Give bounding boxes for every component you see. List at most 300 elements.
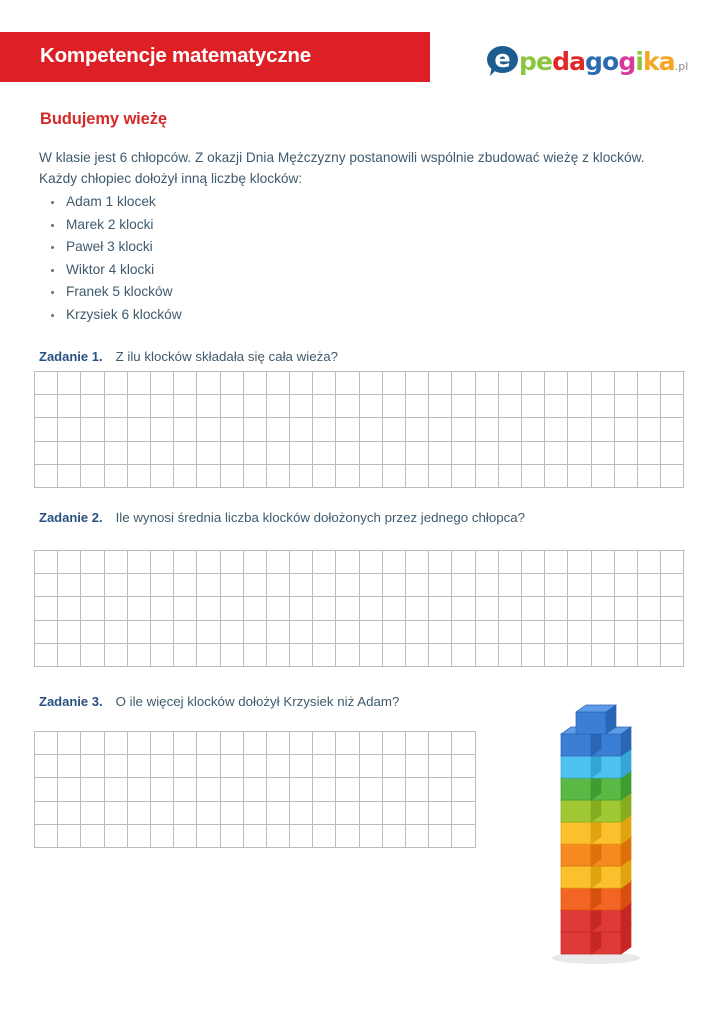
grid-cell[interactable] <box>221 418 244 441</box>
grid-cell[interactable] <box>81 551 104 574</box>
grid-cell[interactable] <box>58 442 81 465</box>
grid-cell[interactable] <box>522 621 545 644</box>
grid-cell[interactable] <box>406 465 429 488</box>
grid-cell[interactable] <box>383 395 406 418</box>
grid-cell[interactable] <box>313 465 336 488</box>
grid-cell[interactable] <box>197 442 220 465</box>
grid-cell[interactable] <box>197 802 220 825</box>
grid-cell[interactable] <box>105 465 128 488</box>
grid-cell[interactable] <box>290 372 313 395</box>
grid-cell[interactable] <box>406 825 429 848</box>
grid-cell[interactable] <box>661 621 684 644</box>
grid-cell[interactable] <box>151 574 174 597</box>
grid-cell[interactable] <box>81 372 104 395</box>
grid-cell[interactable] <box>383 778 406 801</box>
grid-cell[interactable] <box>476 621 499 644</box>
grid-cell[interactable] <box>452 465 475 488</box>
grid-cell[interactable] <box>522 644 545 667</box>
grid-cell[interactable] <box>81 732 104 755</box>
grid-cell[interactable] <box>336 551 359 574</box>
grid-cell[interactable] <box>499 418 522 441</box>
grid-cell[interactable] <box>360 825 383 848</box>
grid-cell[interactable] <box>197 732 220 755</box>
grid-cell[interactable] <box>105 442 128 465</box>
grid-cell[interactable] <box>267 597 290 620</box>
grid-cell[interactable] <box>429 395 452 418</box>
grid-cell[interactable] <box>105 597 128 620</box>
grid-cell[interactable] <box>638 644 661 667</box>
grid-cell[interactable] <box>58 825 81 848</box>
grid-cell[interactable] <box>661 644 684 667</box>
grid-cell[interactable] <box>313 778 336 801</box>
grid-cell[interactable] <box>151 597 174 620</box>
grid-cell[interactable] <box>81 802 104 825</box>
grid-cell[interactable] <box>336 574 359 597</box>
grid-cell[interactable] <box>383 418 406 441</box>
grid-cell[interactable] <box>81 465 104 488</box>
grid-cell[interactable] <box>35 442 58 465</box>
grid-cell[interactable] <box>452 395 475 418</box>
grid-cell[interactable] <box>81 778 104 801</box>
grid-cell[interactable] <box>244 442 267 465</box>
grid-cell[interactable] <box>499 442 522 465</box>
grid-cell[interactable] <box>592 551 615 574</box>
grid-cell[interactable] <box>522 465 545 488</box>
grid-cell[interactable] <box>151 442 174 465</box>
grid-cell[interactable] <box>174 621 197 644</box>
grid-cell[interactable] <box>429 621 452 644</box>
grid-cell[interactable] <box>35 621 58 644</box>
grid-cell[interactable] <box>151 395 174 418</box>
grid-cell[interactable] <box>336 778 359 801</box>
grid-cell[interactable] <box>383 644 406 667</box>
grid-cell[interactable] <box>244 644 267 667</box>
grid-cell[interactable] <box>406 802 429 825</box>
grid-cell[interactable] <box>197 395 220 418</box>
grid-cell[interactable] <box>313 644 336 667</box>
grid-cell[interactable] <box>313 372 336 395</box>
grid-cell[interactable] <box>360 442 383 465</box>
grid-cell[interactable] <box>661 597 684 620</box>
grid-cell[interactable] <box>592 395 615 418</box>
grid-cell[interactable] <box>545 442 568 465</box>
grid-cell[interactable] <box>35 551 58 574</box>
grid-cell[interactable] <box>360 465 383 488</box>
grid-cell[interactable] <box>638 418 661 441</box>
grid-cell[interactable] <box>244 372 267 395</box>
grid-cell[interactable] <box>313 442 336 465</box>
grid-cell[interactable] <box>81 644 104 667</box>
grid-cell[interactable] <box>568 442 591 465</box>
grid-cell[interactable] <box>267 551 290 574</box>
grid-cell[interactable] <box>244 418 267 441</box>
grid-cell[interactable] <box>81 442 104 465</box>
grid-cell[interactable] <box>499 644 522 667</box>
grid-cell[interactable] <box>592 465 615 488</box>
grid-cell[interactable] <box>221 825 244 848</box>
grid-cell[interactable] <box>522 395 545 418</box>
grid-cell[interactable] <box>452 418 475 441</box>
grid-cell[interactable] <box>244 597 267 620</box>
grid-cell[interactable] <box>58 755 81 778</box>
grid-cell[interactable] <box>336 802 359 825</box>
grid-cell[interactable] <box>221 802 244 825</box>
grid-cell[interactable] <box>244 732 267 755</box>
grid-cell[interactable] <box>244 778 267 801</box>
grid-cell[interactable] <box>313 551 336 574</box>
grid-cell[interactable] <box>290 825 313 848</box>
grid-cell[interactable] <box>336 442 359 465</box>
grid-cell[interactable] <box>360 621 383 644</box>
grid-cell[interactable] <box>58 551 81 574</box>
grid-cell[interactable] <box>592 597 615 620</box>
grid-cell[interactable] <box>661 442 684 465</box>
grid-cell[interactable] <box>105 755 128 778</box>
grid-cell[interactable] <box>429 778 452 801</box>
grid-cell[interactable] <box>35 802 58 825</box>
grid-cell[interactable] <box>174 802 197 825</box>
grid-cell[interactable] <box>35 372 58 395</box>
grid-cell[interactable] <box>244 621 267 644</box>
grid-cell[interactable] <box>429 551 452 574</box>
grid-cell[interactable] <box>58 395 81 418</box>
grid-cell[interactable] <box>522 418 545 441</box>
grid-cell[interactable] <box>313 621 336 644</box>
grid-cell[interactable] <box>174 418 197 441</box>
grid-cell[interactable] <box>151 778 174 801</box>
grid-cell[interactable] <box>174 755 197 778</box>
grid-cell[interactable] <box>452 597 475 620</box>
grid-cell[interactable] <box>592 644 615 667</box>
grid-cell[interactable] <box>58 574 81 597</box>
grid-cell[interactable] <box>452 778 475 801</box>
grid-cell[interactable] <box>81 597 104 620</box>
grid-cell[interactable] <box>267 574 290 597</box>
grid-cell[interactable] <box>81 395 104 418</box>
grid-cell[interactable] <box>197 644 220 667</box>
grid-cell[interactable] <box>174 825 197 848</box>
grid-cell[interactable] <box>105 778 128 801</box>
grid-cell[interactable] <box>429 574 452 597</box>
grid-cell[interactable] <box>406 395 429 418</box>
grid-cell[interactable] <box>592 442 615 465</box>
grid-cell[interactable] <box>290 755 313 778</box>
grid-cell[interactable] <box>244 802 267 825</box>
grid-cell[interactable] <box>151 551 174 574</box>
grid-cell[interactable] <box>221 442 244 465</box>
grid-cell[interactable] <box>452 644 475 667</box>
grid-cell[interactable] <box>545 551 568 574</box>
grid-cell[interactable] <box>221 644 244 667</box>
grid-cell[interactable] <box>499 465 522 488</box>
grid-cell[interactable] <box>267 418 290 441</box>
grid-cell[interactable] <box>105 732 128 755</box>
grid-cell[interactable] <box>128 551 151 574</box>
grid-cell[interactable] <box>290 732 313 755</box>
grid-cell[interactable] <box>81 755 104 778</box>
grid-cell[interactable] <box>105 825 128 848</box>
grid-cell[interactable] <box>128 597 151 620</box>
grid-cell[interactable] <box>360 597 383 620</box>
grid-cell[interactable] <box>615 574 638 597</box>
grid-cell[interactable] <box>499 597 522 620</box>
grid-cell[interactable] <box>151 755 174 778</box>
grid-cell[interactable] <box>35 418 58 441</box>
grid-cell[interactable] <box>267 442 290 465</box>
grid-cell[interactable] <box>174 732 197 755</box>
grid-cell[interactable] <box>406 372 429 395</box>
grid-cell[interactable] <box>336 395 359 418</box>
grid-cell[interactable] <box>568 621 591 644</box>
grid-cell[interactable] <box>267 621 290 644</box>
grid-cell[interactable] <box>615 465 638 488</box>
grid-cell[interactable] <box>360 755 383 778</box>
grid-cell[interactable] <box>174 395 197 418</box>
grid-cell[interactable] <box>267 778 290 801</box>
grid-cell[interactable] <box>568 574 591 597</box>
grid-cell[interactable] <box>429 372 452 395</box>
grid-cell[interactable] <box>197 778 220 801</box>
grid-cell[interactable] <box>244 755 267 778</box>
grid-cell[interactable] <box>267 465 290 488</box>
grid-cell[interactable] <box>360 802 383 825</box>
grid-cell[interactable] <box>105 395 128 418</box>
grid-cell[interactable] <box>406 574 429 597</box>
grid-cell[interactable] <box>81 621 104 644</box>
grid-cell[interactable] <box>221 372 244 395</box>
grid-cell[interactable] <box>128 465 151 488</box>
grid-cell[interactable] <box>661 465 684 488</box>
grid-cell[interactable] <box>290 465 313 488</box>
grid-cell[interactable] <box>383 465 406 488</box>
grid-cell[interactable] <box>545 418 568 441</box>
grid-cell[interactable] <box>151 825 174 848</box>
grid-cell[interactable] <box>58 644 81 667</box>
grid-cell[interactable] <box>221 574 244 597</box>
grid-cell[interactable] <box>151 372 174 395</box>
grid-cell[interactable] <box>661 574 684 597</box>
grid-cell[interactable] <box>197 597 220 620</box>
grid-cell[interactable] <box>615 644 638 667</box>
grid-cell[interactable] <box>81 825 104 848</box>
grid-cell[interactable] <box>58 418 81 441</box>
grid-cell[interactable] <box>522 574 545 597</box>
grid-cell[interactable] <box>383 372 406 395</box>
grid-cell[interactable] <box>406 551 429 574</box>
grid-cell[interactable] <box>406 418 429 441</box>
grid-cell[interactable] <box>336 644 359 667</box>
grid-cell[interactable] <box>336 372 359 395</box>
grid-cell[interactable] <box>290 802 313 825</box>
grid-cell[interactable] <box>592 574 615 597</box>
grid-cell[interactable] <box>221 732 244 755</box>
grid-cell[interactable] <box>568 644 591 667</box>
grid-cell[interactable] <box>151 732 174 755</box>
task-3-answer-grid[interactable] <box>34 731 476 848</box>
grid-cell[interactable] <box>35 755 58 778</box>
grid-cell[interactable] <box>476 465 499 488</box>
grid-cell[interactable] <box>267 395 290 418</box>
grid-cell[interactable] <box>244 825 267 848</box>
grid-cell[interactable] <box>267 802 290 825</box>
grid-cell[interactable] <box>476 551 499 574</box>
grid-cell[interactable] <box>290 551 313 574</box>
grid-cell[interactable] <box>360 778 383 801</box>
grid-cell[interactable] <box>313 418 336 441</box>
grid-cell[interactable] <box>267 644 290 667</box>
grid-cell[interactable] <box>476 574 499 597</box>
grid-cell[interactable] <box>406 442 429 465</box>
grid-cell[interactable] <box>545 621 568 644</box>
grid-cell[interactable] <box>452 442 475 465</box>
grid-cell[interactable] <box>568 372 591 395</box>
grid-cell[interactable] <box>35 597 58 620</box>
grid-cell[interactable] <box>128 372 151 395</box>
grid-cell[interactable] <box>545 574 568 597</box>
grid-cell[interactable] <box>429 755 452 778</box>
grid-cell[interactable] <box>128 755 151 778</box>
grid-cell[interactable] <box>452 802 475 825</box>
grid-cell[interactable] <box>429 802 452 825</box>
grid-cell[interactable] <box>429 597 452 620</box>
grid-cell[interactable] <box>452 825 475 848</box>
grid-cell[interactable] <box>58 597 81 620</box>
grid-cell[interactable] <box>313 597 336 620</box>
grid-cell[interactable] <box>105 621 128 644</box>
grid-cell[interactable] <box>221 465 244 488</box>
grid-cell[interactable] <box>336 597 359 620</box>
grid-cell[interactable] <box>476 418 499 441</box>
grid-cell[interactable] <box>336 465 359 488</box>
grid-cell[interactable] <box>499 574 522 597</box>
grid-cell[interactable] <box>128 418 151 441</box>
grid-cell[interactable] <box>290 778 313 801</box>
grid-cell[interactable] <box>221 778 244 801</box>
grid-cell[interactable] <box>174 372 197 395</box>
grid-cell[interactable] <box>151 465 174 488</box>
grid-cell[interactable] <box>661 551 684 574</box>
grid-cell[interactable] <box>476 644 499 667</box>
grid-cell[interactable] <box>452 755 475 778</box>
grid-cell[interactable] <box>221 755 244 778</box>
grid-cell[interactable] <box>336 621 359 644</box>
grid-cell[interactable] <box>383 574 406 597</box>
grid-cell[interactable] <box>267 755 290 778</box>
grid-cell[interactable] <box>197 465 220 488</box>
grid-cell[interactable] <box>105 372 128 395</box>
grid-cell[interactable] <box>290 442 313 465</box>
grid-cell[interactable] <box>360 418 383 441</box>
grid-cell[interactable] <box>383 551 406 574</box>
grid-cell[interactable] <box>58 621 81 644</box>
grid-cell[interactable] <box>105 418 128 441</box>
grid-cell[interactable] <box>592 418 615 441</box>
grid-cell[interactable] <box>638 395 661 418</box>
grid-cell[interactable] <box>35 395 58 418</box>
grid-cell[interactable] <box>429 732 452 755</box>
grid-cell[interactable] <box>35 644 58 667</box>
grid-cell[interactable] <box>406 644 429 667</box>
grid-cell[interactable] <box>58 778 81 801</box>
grid-cell[interactable] <box>35 574 58 597</box>
grid-cell[interactable] <box>545 395 568 418</box>
grid-cell[interactable] <box>58 465 81 488</box>
grid-cell[interactable] <box>499 372 522 395</box>
grid-cell[interactable] <box>197 372 220 395</box>
grid-cell[interactable] <box>105 551 128 574</box>
grid-cell[interactable] <box>174 551 197 574</box>
grid-cell[interactable] <box>568 465 591 488</box>
grid-cell[interactable] <box>221 395 244 418</box>
grid-cell[interactable] <box>35 732 58 755</box>
grid-cell[interactable] <box>661 418 684 441</box>
grid-cell[interactable] <box>638 372 661 395</box>
grid-cell[interactable] <box>174 465 197 488</box>
grid-cell[interactable] <box>128 778 151 801</box>
grid-cell[interactable] <box>290 418 313 441</box>
grid-cell[interactable] <box>151 802 174 825</box>
grid-cell[interactable] <box>336 418 359 441</box>
grid-cell[interactable] <box>128 732 151 755</box>
grid-cell[interactable] <box>151 644 174 667</box>
grid-cell[interactable] <box>290 574 313 597</box>
grid-cell[interactable] <box>406 621 429 644</box>
grid-cell[interactable] <box>174 778 197 801</box>
grid-cell[interactable] <box>128 574 151 597</box>
grid-cell[interactable] <box>267 372 290 395</box>
grid-cell[interactable] <box>429 644 452 667</box>
grid-cell[interactable] <box>313 574 336 597</box>
grid-cell[interactable] <box>429 465 452 488</box>
grid-cell[interactable] <box>128 644 151 667</box>
grid-cell[interactable] <box>452 551 475 574</box>
grid-cell[interactable] <box>197 621 220 644</box>
grid-cell[interactable] <box>383 825 406 848</box>
grid-cell[interactable] <box>360 574 383 597</box>
grid-cell[interactable] <box>383 755 406 778</box>
grid-cell[interactable] <box>360 395 383 418</box>
grid-cell[interactable] <box>244 551 267 574</box>
grid-cell[interactable] <box>383 802 406 825</box>
grid-cell[interactable] <box>592 372 615 395</box>
grid-cell[interactable] <box>499 395 522 418</box>
grid-cell[interactable] <box>406 778 429 801</box>
grid-cell[interactable] <box>174 442 197 465</box>
grid-cell[interactable] <box>429 825 452 848</box>
grid-cell[interactable] <box>615 597 638 620</box>
grid-cell[interactable] <box>360 644 383 667</box>
grid-cell[interactable] <box>383 442 406 465</box>
grid-cell[interactable] <box>128 802 151 825</box>
grid-cell[interactable] <box>638 465 661 488</box>
grid-cell[interactable] <box>336 732 359 755</box>
grid-cell[interactable] <box>615 551 638 574</box>
grid-cell[interactable] <box>638 574 661 597</box>
grid-cell[interactable] <box>267 825 290 848</box>
grid-cell[interactable] <box>452 621 475 644</box>
grid-cell[interactable] <box>615 418 638 441</box>
grid-cell[interactable] <box>244 574 267 597</box>
grid-cell[interactable] <box>313 395 336 418</box>
grid-cell[interactable] <box>499 621 522 644</box>
grid-cell[interactable] <box>568 551 591 574</box>
grid-cell[interactable] <box>244 465 267 488</box>
grid-cell[interactable] <box>638 597 661 620</box>
grid-cell[interactable] <box>197 755 220 778</box>
grid-cell[interactable] <box>35 465 58 488</box>
grid-cell[interactable] <box>105 802 128 825</box>
grid-cell[interactable] <box>313 755 336 778</box>
